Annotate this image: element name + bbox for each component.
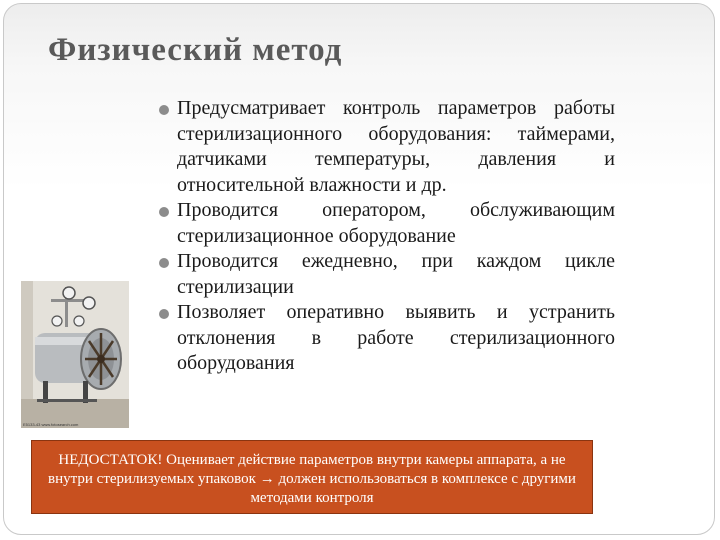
slide-title: Физический метод: [48, 32, 343, 68]
autoclave-photo: [21, 281, 129, 428]
bullet-text: Проводится ежедневно, при каждом цикле стерилизации: [177, 250, 615, 298]
bullet-item: [159, 96, 615, 198]
photo-caption: E5133-43 www.fotosearch.com: [23, 422, 79, 427]
bullet-dot-icon: [159, 309, 169, 319]
bullet-item: [159, 198, 615, 249]
bullet-dot-icon: [159, 258, 169, 268]
bullet-item: [159, 300, 615, 377]
bullet-dot-icon: [159, 207, 169, 217]
autoclave-illustration: [21, 281, 129, 428]
drawback-note: НЕДОСТАТОК! Оценивает действие параметров внутри камеры аппарата, а не внутри стерилизуемых упаковок → должен использоваться в комплексе с другими методами контроля: [31, 440, 593, 514]
bullet-text: Позволяет оперативно выявить и устранить отклонения в работе стерилизационного оборудования: [177, 301, 615, 374]
bullet-list: [159, 96, 615, 377]
bullet-dot-icon: [159, 105, 169, 115]
bullet-item: [159, 249, 615, 300]
bullet-text: Проводится оператором, обслуживающим стерилизационное оборудование: [177, 199, 615, 247]
bullet-text: Предусматривает контроль параметров работы стерилизационного оборудования: таймерами, датчиками температуры, давления и относительной влажности и др.: [177, 97, 615, 196]
